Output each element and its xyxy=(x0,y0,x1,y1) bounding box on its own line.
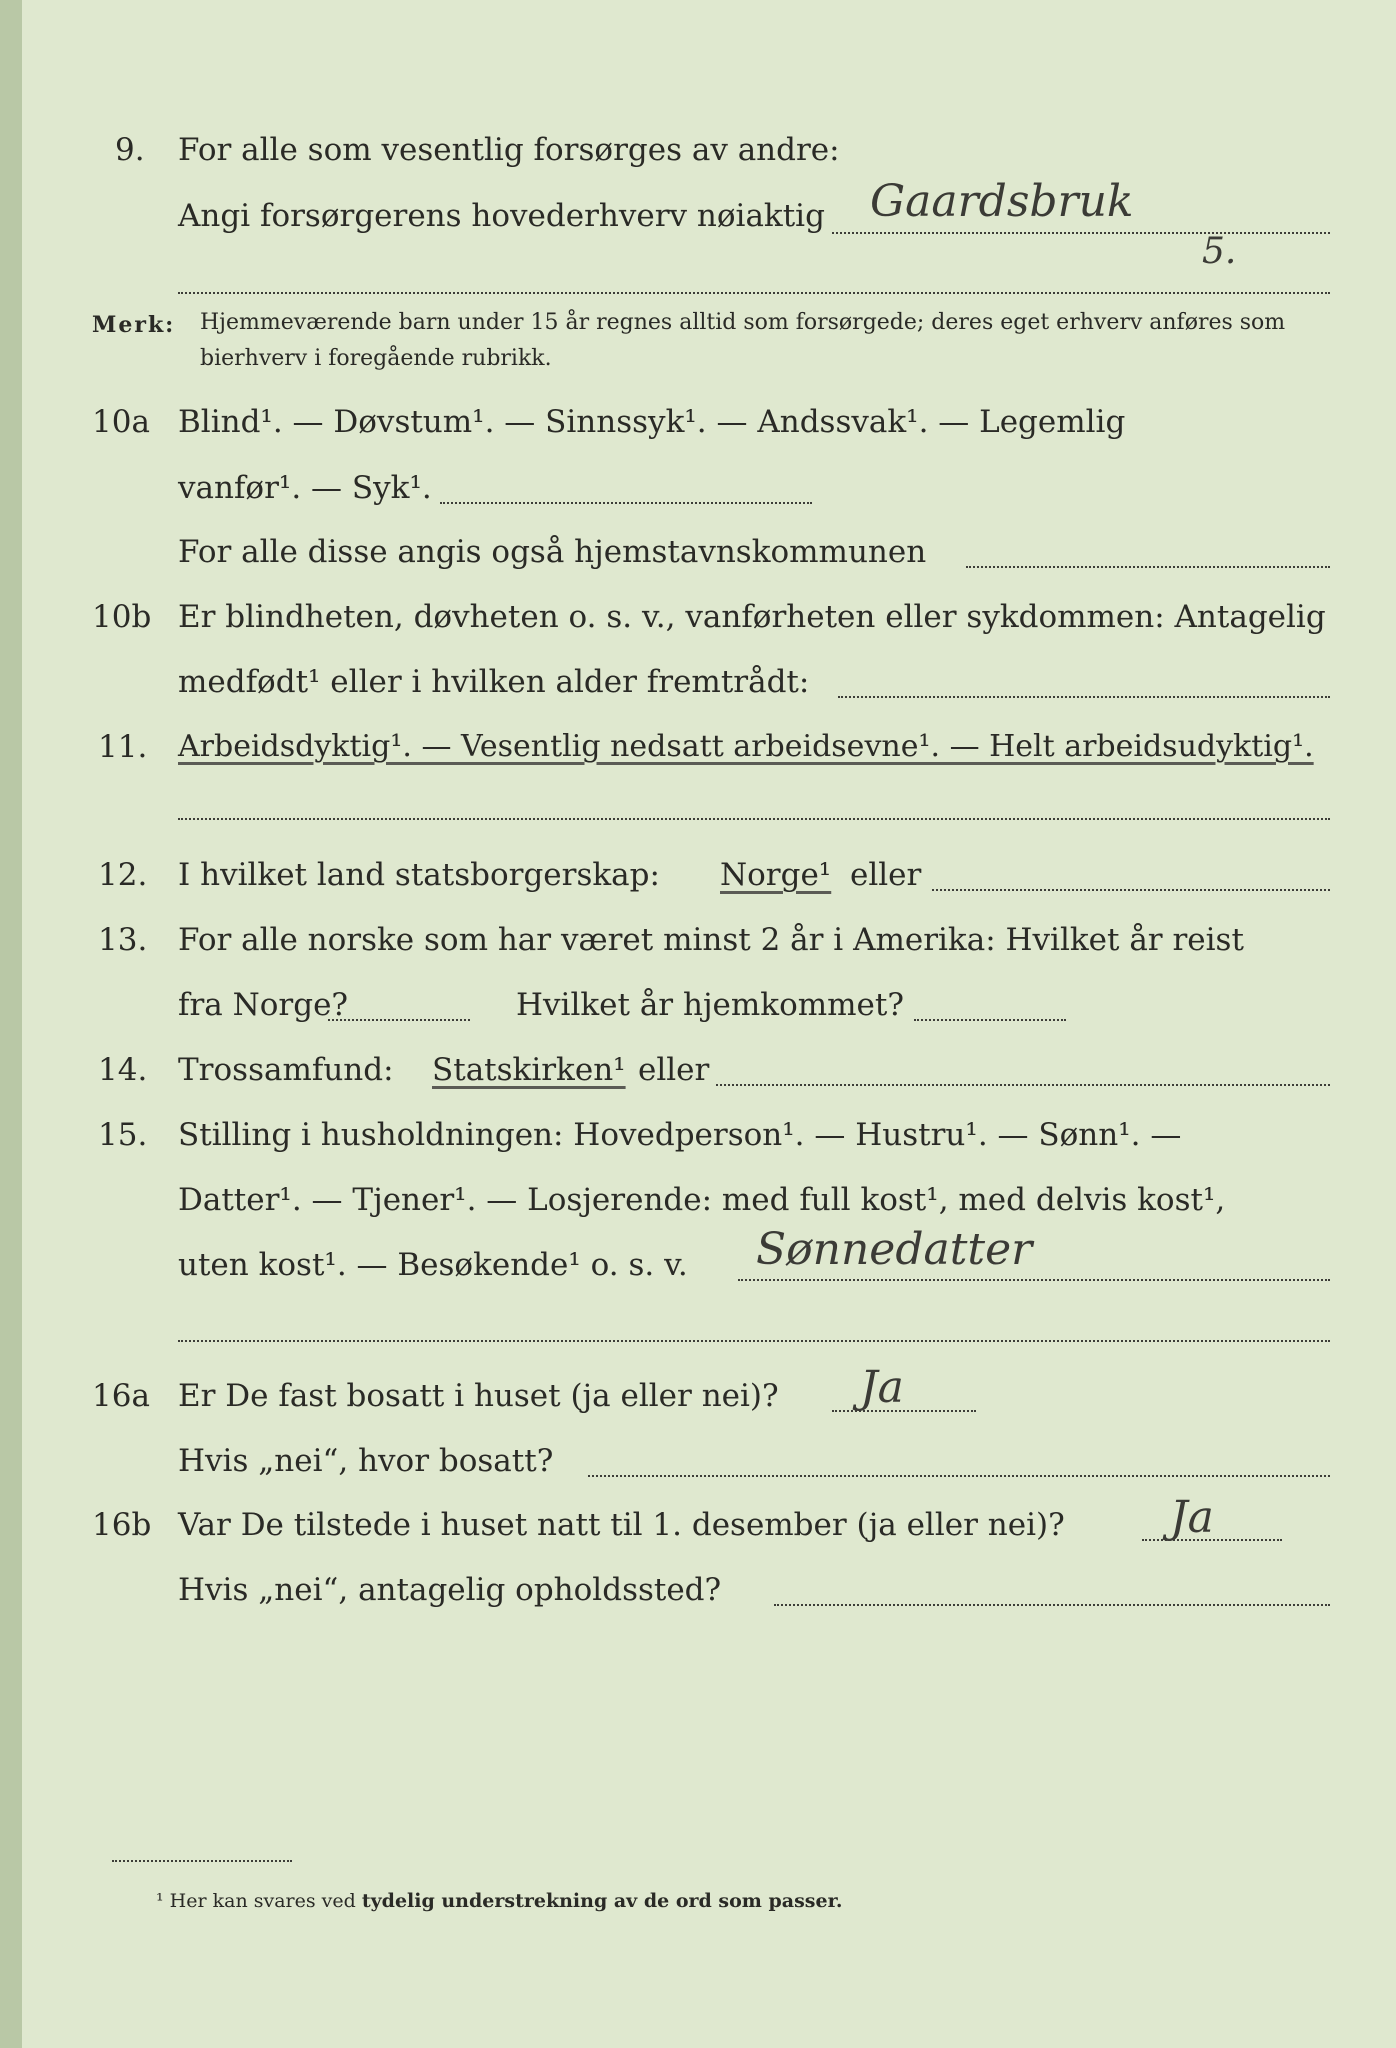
footnote-mark: ¹ xyxy=(156,1890,164,1912)
q16a-bosatt-line[interactable] xyxy=(588,1475,1330,1477)
q12-answer-line[interactable] xyxy=(932,889,1330,891)
q16b-text-2: Hvis „nei“, antagelig opholdssted? xyxy=(178,1572,722,1608)
q16b-opholdssted-line[interactable] xyxy=(774,1604,1330,1606)
q13-text-1: For alle norske som har været minst 2 år i Amerika: Hvilket år reist xyxy=(178,922,1244,958)
q10a-text-3: For alle disse angis også hjemstavnskommunen xyxy=(178,534,927,570)
q13-number: 13. xyxy=(98,922,148,958)
q14-text-1: Trossamfund: xyxy=(178,1052,394,1088)
q12-eller: eller xyxy=(850,857,922,893)
q16b-text-1: Var De tilstede i huset natt til 1. desember (ja eller nei)? xyxy=(178,1507,1065,1543)
q12-text-1: I hvilket land statsborgerskap: xyxy=(178,857,660,893)
q10a-text-1: Blind¹. — Døvstum¹. — Sinnssyk¹. — Andssvak¹. — Legemlig xyxy=(178,404,1126,440)
q14-number: 14. xyxy=(98,1052,148,1088)
q14-statskirken-option[interactable]: Statskirken¹ xyxy=(432,1052,626,1088)
q10a-syk-line[interactable] xyxy=(440,502,812,504)
q9-text-2: Angi forsørgerens hovederhverv nøiaktig xyxy=(178,198,825,234)
q16b-handwritten-answer: Ja xyxy=(1170,1492,1214,1543)
q16a-text-2: Hvis „nei“, hvor bosatt? xyxy=(178,1443,554,1479)
q16a-number: 16a xyxy=(92,1378,150,1414)
q9-answer-line[interactable] xyxy=(832,232,1330,234)
q14-answer-line[interactable] xyxy=(716,1084,1330,1086)
q16a-answer-line[interactable] xyxy=(832,1410,976,1412)
q10a-text-2: vanfør¹. — Syk¹. xyxy=(178,470,432,506)
q10b-number: 10b xyxy=(92,599,152,635)
q10b-text-1: Er blindheten, døvheten o. s. v., vanførheten eller sykdommen: Antagelig xyxy=(178,599,1326,635)
q15-number: 15. xyxy=(98,1117,148,1153)
q12-norge-option[interactable]: Norge¹ xyxy=(720,857,832,893)
q13-reist-line[interactable] xyxy=(328,1019,470,1021)
q9-handwritten-mark: 5. xyxy=(1202,231,1237,272)
q16a-handwritten-answer: Ja xyxy=(860,1362,904,1413)
q11-number: 11. xyxy=(98,729,148,765)
footnote-text-b: tydelig understrekning av de ord som passer. xyxy=(361,1890,843,1912)
q13-reist-label: fra Norge? xyxy=(178,987,349,1023)
q11-text-1: Arbeidsdyktig¹. — Vesentlig nedsatt arbeidsevne¹. — Helt arbeidsudyktig¹. xyxy=(178,729,1314,764)
q9-number: 9. xyxy=(115,132,145,168)
q13-hjemkommet-label: Hvilket år hjemkommet? xyxy=(516,987,904,1023)
census-form-page xyxy=(22,0,1396,2048)
merk-label: Merk: xyxy=(92,312,176,338)
q9-text-1: For alle som vesentlig forsørges av andre: xyxy=(178,132,840,168)
q15-text-2: Datter¹. — Tjener¹. — Losjerende: med full kost¹, med delvis kost¹, xyxy=(178,1182,1226,1218)
q10a-number: 10a xyxy=(92,404,150,440)
q15-text-3: uten kost¹. — Besøkende¹ o. s. v. xyxy=(178,1247,688,1283)
q9-answer-line-2[interactable] xyxy=(178,292,1330,294)
q13-hjemkommet-line[interactable] xyxy=(914,1019,1066,1021)
q15-answer-line[interactable] xyxy=(738,1279,1330,1281)
q11-answer-line[interactable] xyxy=(178,818,1330,820)
q16a-text-1: Er De fast bosatt i huset (ja eller nei)? xyxy=(178,1378,779,1414)
q15-answer-line-2[interactable] xyxy=(178,1340,1330,1342)
q15-text-1: Stilling i husholdningen: Hovedperson¹. — Hustru¹. — Sønn¹. — xyxy=(178,1117,1182,1153)
q10a-hjemstavn-line[interactable] xyxy=(966,566,1330,568)
q14-eller: eller xyxy=(638,1052,710,1088)
q16b-number: 16b xyxy=(92,1507,152,1543)
q12-number: 12. xyxy=(98,857,148,893)
footnote-text-a: Her kan svares ved xyxy=(169,1890,356,1912)
merk-note: Hjemmeværende barn under 15 år regnes alltid som forsørgede; deres eget erhverv anføres som bierhverv i foregående rubrikk. xyxy=(200,310,1286,371)
q9-handwritten-answer: Gaardsbruk xyxy=(870,176,1134,227)
q10b-answer-line[interactable] xyxy=(838,696,1330,698)
q15-handwritten-answer: Sønnedatter xyxy=(756,1224,1033,1275)
footnote xyxy=(156,1890,842,1912)
footnote-rule xyxy=(112,1860,292,1862)
q10b-text-2: medfødt¹ eller i hvilken alder fremtrådt: xyxy=(178,664,810,700)
